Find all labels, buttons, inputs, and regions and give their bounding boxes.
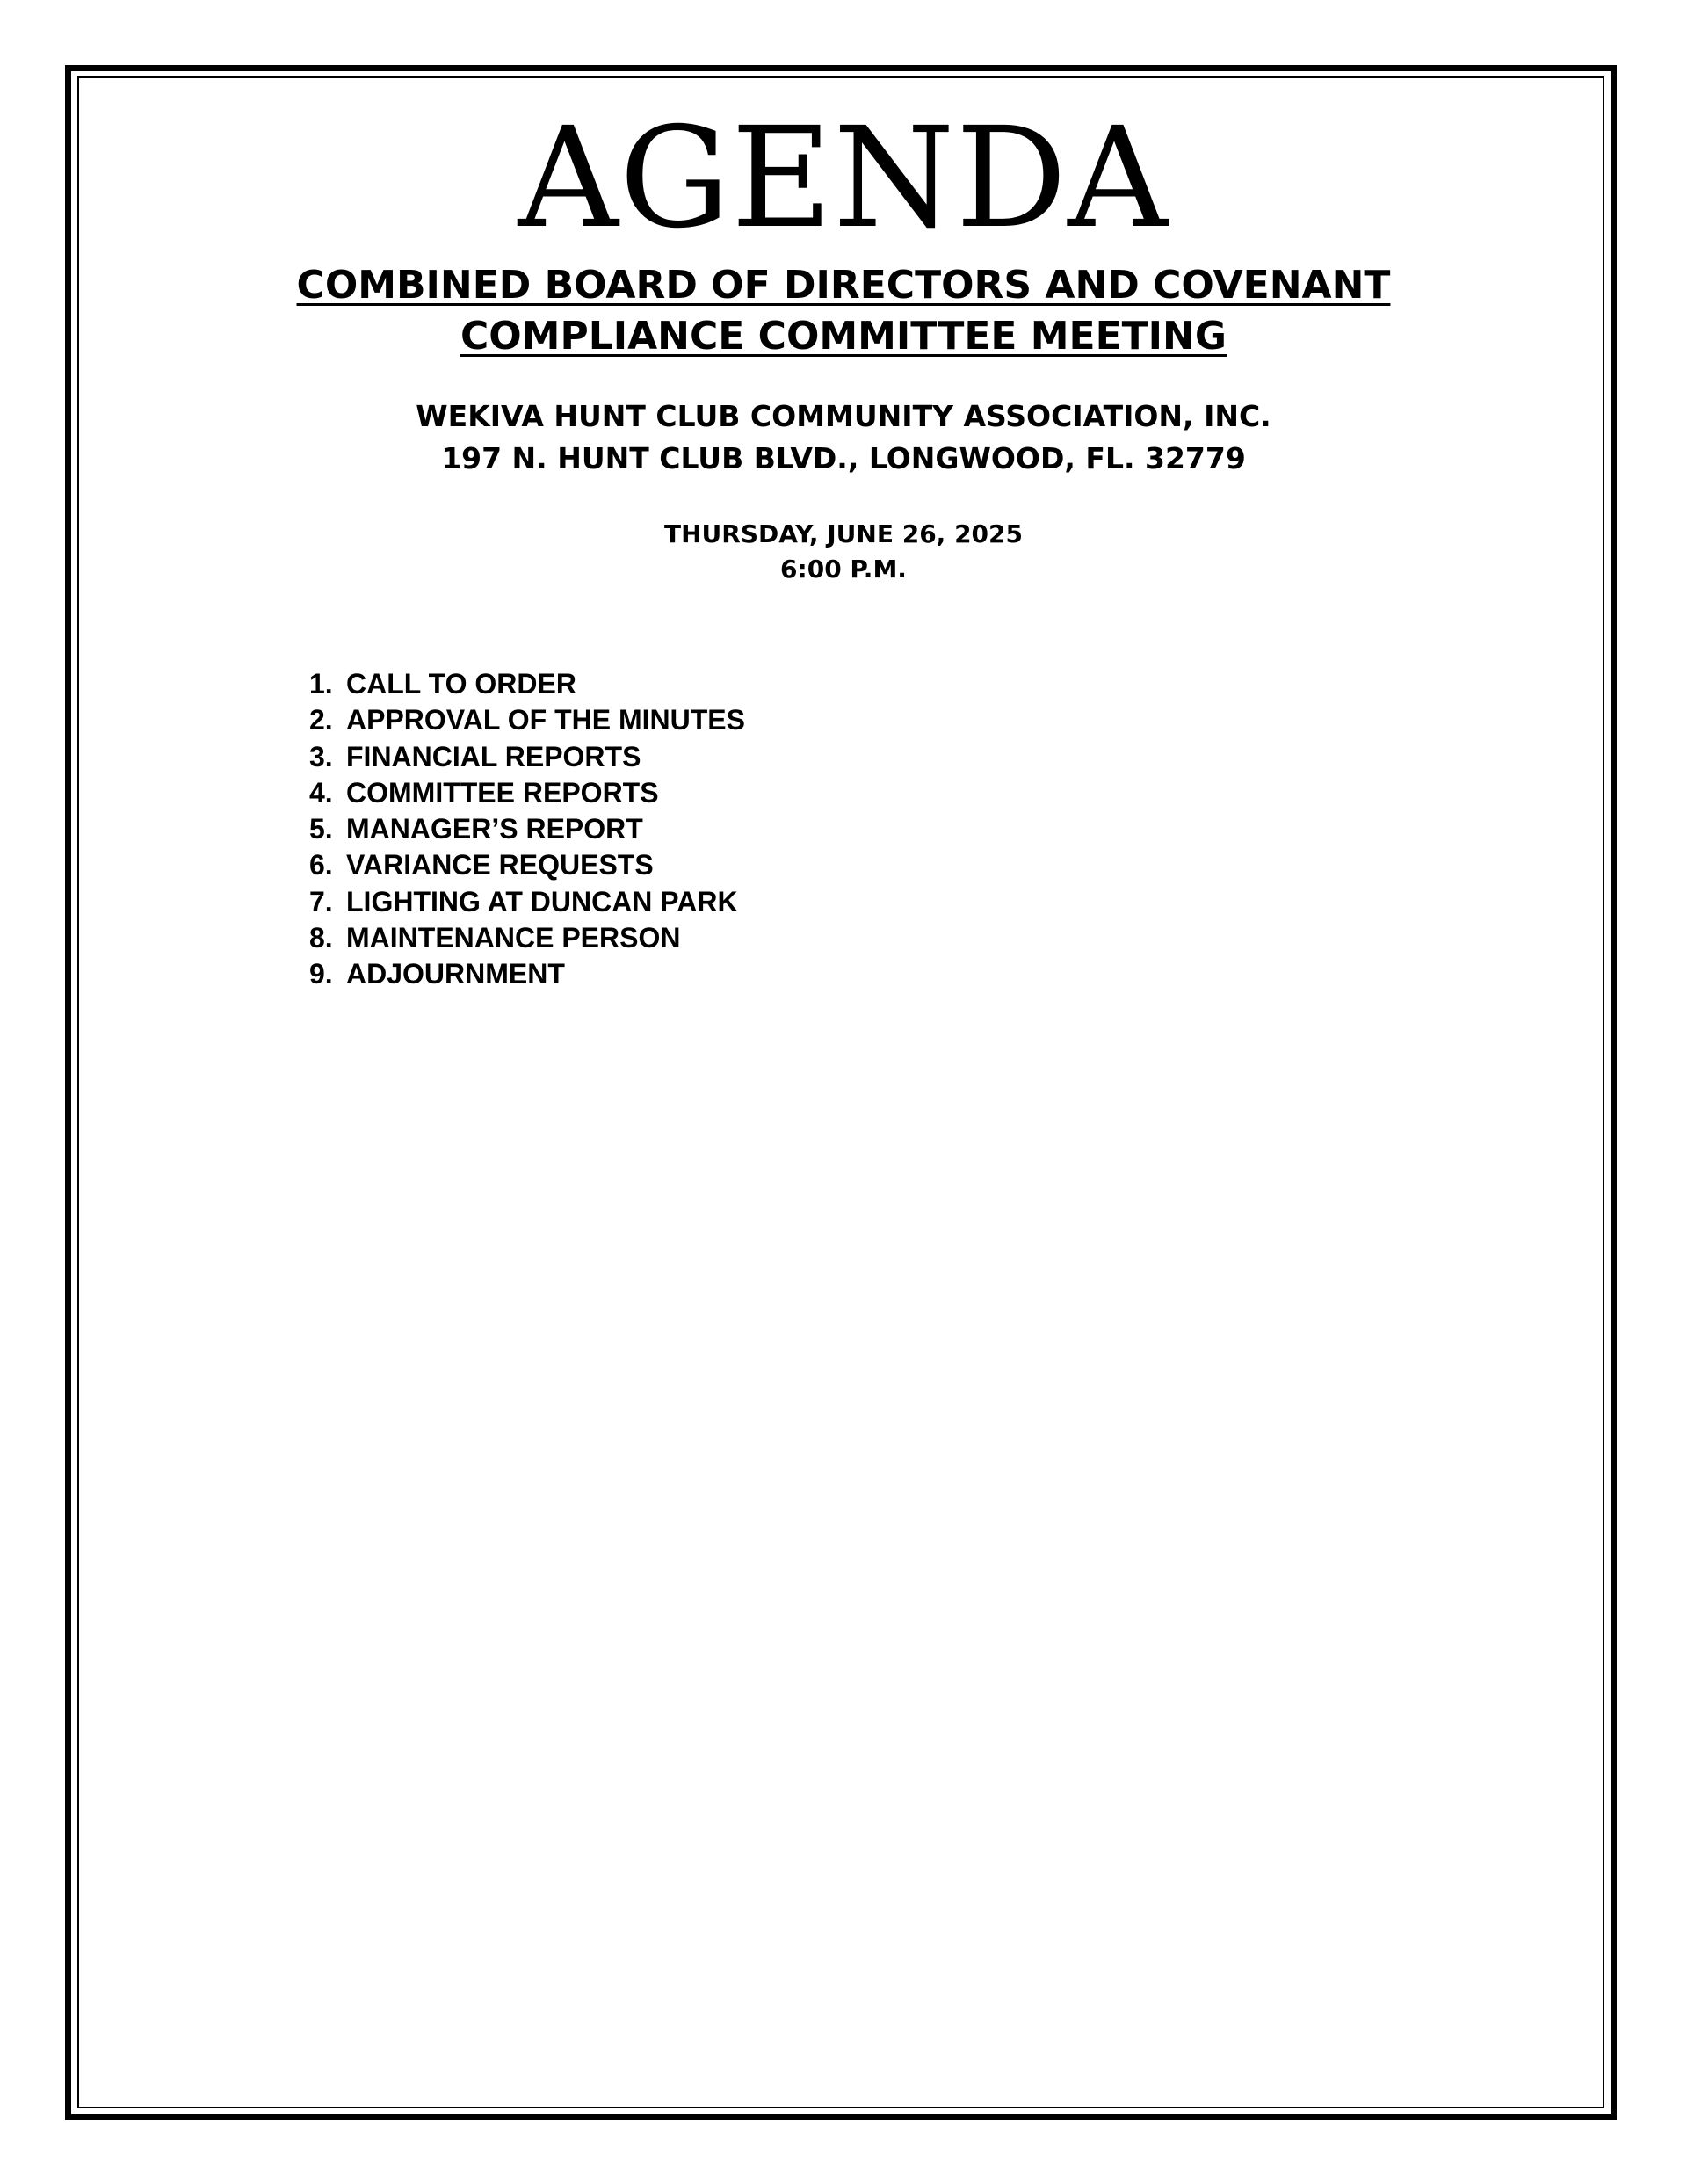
agenda-item xyxy=(309,920,745,956)
agenda-item-label: LIGHTING AT DUNCAN PARK xyxy=(346,885,738,918)
agenda-item-number: 1. xyxy=(309,668,333,700)
agenda-item xyxy=(309,666,745,702)
meeting-title xyxy=(0,260,1687,362)
agenda-item xyxy=(309,739,745,775)
agenda-item-number: 3. xyxy=(309,740,333,773)
meeting-datetime xyxy=(0,517,1687,587)
agenda-item-label: APPROVAL OF THE MINUTES xyxy=(346,704,745,736)
agenda-item xyxy=(309,811,745,847)
agenda-item xyxy=(309,884,745,920)
agenda-item xyxy=(309,775,745,811)
agenda-item-number: 4. xyxy=(309,776,333,809)
agenda-item-number: 8. xyxy=(309,922,333,954)
association-name: WEKIVA HUNT CLUB COMMUNITY ASSOCIATION, INC. xyxy=(416,399,1271,433)
agenda-item xyxy=(309,847,745,883)
agenda-list xyxy=(309,666,745,993)
agenda-item xyxy=(309,702,745,738)
page-title: AGENDA xyxy=(518,98,1169,259)
agenda-item xyxy=(309,956,745,992)
meeting-date: THURSDAY, JUNE 26, 2025 xyxy=(664,519,1023,548)
association-address: 197 N. HUNT CLUB BLVD., LONGWOOD, FL. 32779 xyxy=(441,441,1246,475)
agenda-item-number: 9. xyxy=(309,958,333,990)
meeting-title-line-1: COMBINED BOARD OF DIRECTORS AND COVENANT xyxy=(296,263,1391,308)
agenda-item-label: FINANCIAL REPORTS xyxy=(346,740,641,773)
agenda-item-number: 7. xyxy=(309,885,333,918)
agenda-item-label: MANAGER’S REPORT xyxy=(346,813,643,845)
agenda-item-label: VARIANCE REQUESTS xyxy=(346,849,654,882)
association-block xyxy=(0,395,1687,480)
agenda-item-label: ADJOURNMENT xyxy=(346,958,565,990)
meeting-title-line-2: COMPLIANCE COMMITTEE MEETING xyxy=(460,314,1227,359)
agenda-item-label: COMMITTEE REPORTS xyxy=(346,776,659,809)
agenda-item-number: 5. xyxy=(309,813,333,845)
agenda-item-label: MAINTENANCE PERSON xyxy=(346,922,681,954)
meeting-time: 6:00 P.M. xyxy=(780,555,907,584)
agenda-item-label: CALL TO ORDER xyxy=(346,668,576,700)
agenda-item-number: 2. xyxy=(309,704,333,736)
agenda-item-number: 6. xyxy=(309,849,333,882)
page-border-inner xyxy=(77,76,1604,2108)
